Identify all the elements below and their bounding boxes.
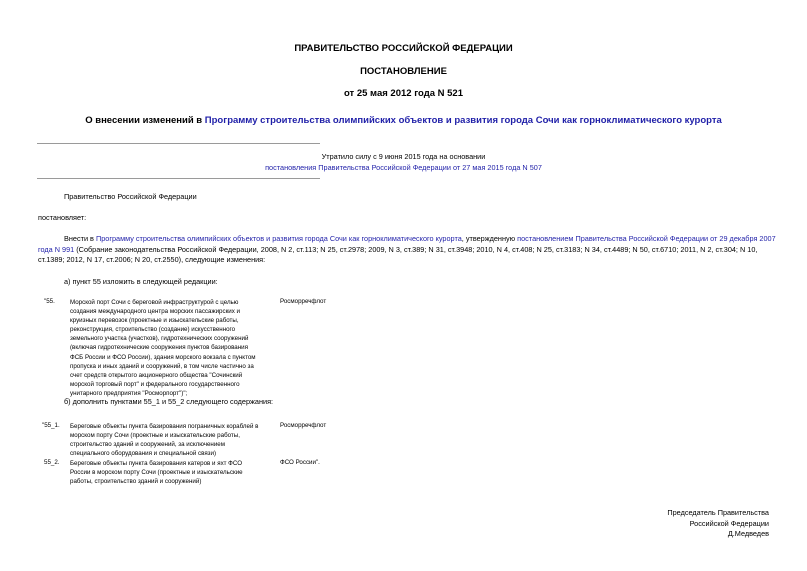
row-description [70,459,276,486]
status-rule-bottom [37,178,320,179]
row-responsible: Росморречфлот [280,298,327,305]
row-line: пропуска и иных зданий и сооружений, в том числе частично за [70,362,254,370]
status-rule-top [37,143,320,144]
signature-title: Председатель Правительства [667,508,769,517]
row-line: круизных перевозок (проектные и изыскательские работы, [70,317,239,325]
signature-block [667,508,769,540]
status-line1: Утратило силу с 9 июня 2015 года на основании [321,152,486,161]
row-number: "55_1. [42,422,60,429]
row-line: земельного участка (участков), гидротехнических сооружений [70,335,249,343]
p3-prefix: Внести в [64,234,96,243]
row-number: "55. [44,298,55,305]
paragraph-government: Правительство Российской Федерации [64,192,197,201]
row-line: реконструкция, строительство (создание) искусственного [70,326,236,334]
p3-sources-end: ст.1389; 2012, N 17, ст.2006; N 20, ст.2550), следующие изменения: [38,255,266,265]
header-government: ПРАВИТЕЛЬСТВО РОССИЙСКОЙ ФЕДЕРАЦИИ [294,43,513,54]
status-note [0,151,807,173]
signature-org: Российской Федерации [689,518,769,528]
header-date-number: от 25 мая 2012 года N 521 [343,88,464,99]
paragraph-amendments [38,234,776,266]
row-line: Морской порт Сочи с береговой инфраструктурой с целью [70,299,239,306]
item-a: а) пункт 55 изложить в следующей редакции: [64,277,218,286]
row-line: работы, строительство зданий и сооружений) [70,478,202,486]
row-number: 55_2. [44,459,60,466]
row-line: счет средств открытого акционерного общества "Сочинский [70,371,243,379]
row-line: (включая гидротехнические сооружения пунктов базирования [70,344,248,352]
row-line: ФСБ России и ФСО России), здания морского вокзала с пунктом [70,353,256,361]
p3-resolution-link-a[interactable]: постановлением Правительства Российской Федерации от 29 декабря 2007 [517,234,776,243]
row-line: Береговые объекты пункта базирования катеров и яхт ФСО [70,460,243,467]
row-line: морской торговый порт" и федерального государственного [70,380,240,388]
row-line: унитарного предприятия "Росморпорт")"; [70,389,188,397]
status-repeal-link[interactable]: постановления Правительства Российской Федерации от 27 мая 2015 года N 507 [265,163,542,172]
title-program-link[interactable]: Программу строительства олимпийских объектов и развития города Сочи как горноклиматического курорта [204,115,722,126]
row-description [70,298,276,398]
row-line: России в морском порту Сочи (проектные и изыскательские [70,469,243,477]
title-prefix: О внесении изменений в [85,115,205,126]
item-b: б) дополнить пунктами 55_1 и 55_2 следующего содержания: [64,397,274,406]
header-doc-type: ПОСТАНОВЛЕНИЕ [360,66,447,77]
row-line: создания международного центра морских пассажирских и [70,308,241,316]
row-description [70,422,276,458]
paragraph-resolves: постановляет: [38,213,87,222]
row-line: морском порту Сочи (проектные и изыскательские работы, [70,432,240,440]
p3-approved: , утвержденную [461,234,518,243]
document-title [0,115,807,126]
row-line: специального оборудования и специальной связи) [70,450,217,458]
row-responsible: ФСО России". [280,459,320,466]
row-line: Береговые объекты пункта базирования пограничных кораблей в [70,423,259,430]
p3-program-link[interactable]: Программу строительства олимпийских объектов и развития города Сочи как горноклиматического курорта [95,234,462,243]
row-line: строительство зданий и сооружений, за исключением [70,441,225,449]
row-responsible: Росморречфлот [280,422,327,429]
signature-name: Д.Медведев [727,529,769,538]
p3-sources: (Собрание законодательства Российской Федерации, 2008, N 2, ст.113; N 25, ст.2978; 2009, N 3, ст.389; N 31, ст.3948; 2010, N 4, ст.408; N 25, ст.3183; N 34, ст.4489; N 50, ст.6710; 2011, N 2, ст.304; N 10, [74,244,758,254]
p3-resolution-link-b[interactable]: года N 991 [38,244,75,254]
